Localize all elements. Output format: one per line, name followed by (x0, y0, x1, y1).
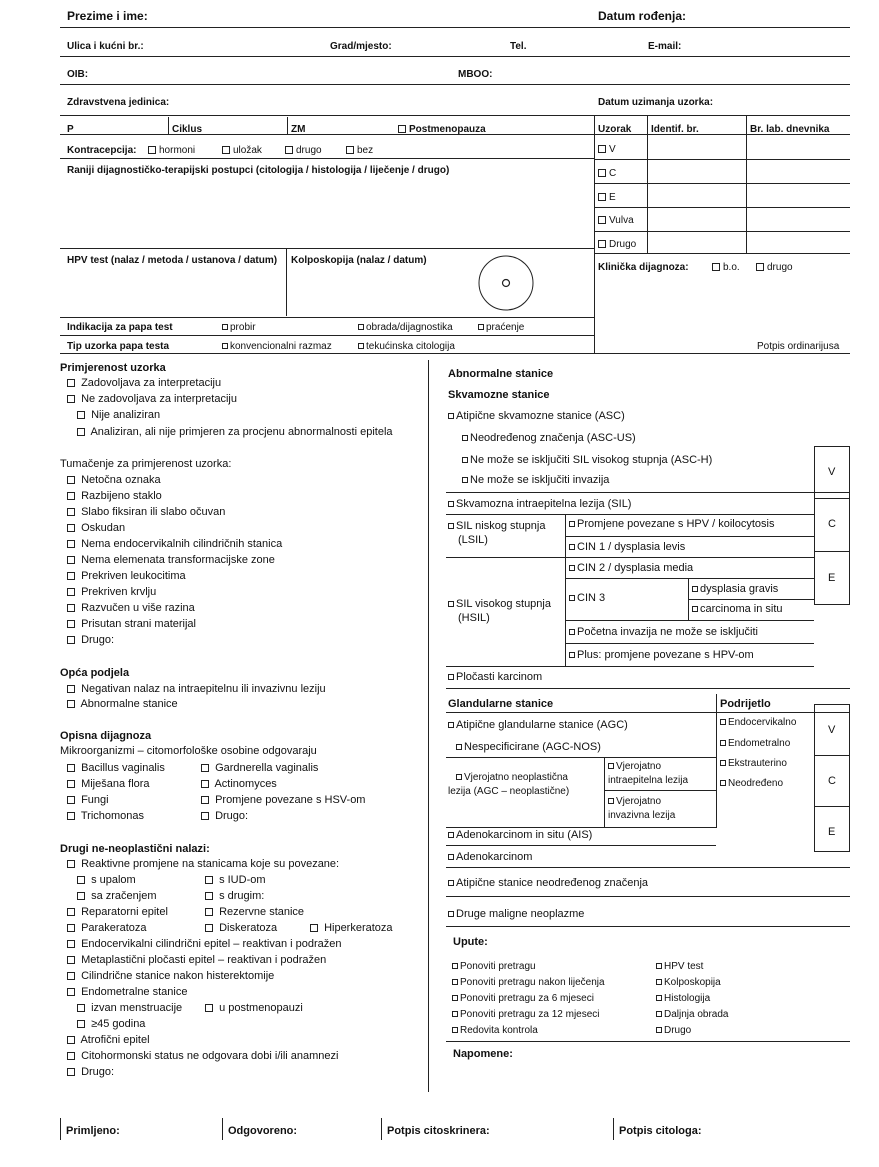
drugi-title: Drugi ne-neoplastični nalazi: (60, 843, 210, 855)
label-potpis-ordinarijusa: Potpis ordinarijusa (757, 341, 840, 352)
tip-konvencionalni[interactable]: konvencionalni razmaz (222, 340, 332, 353)
label-ulica: Ulica i kućni br.: (67, 41, 144, 52)
glandularne-title: Glandularne stanice (448, 698, 554, 710)
iud-option[interactable]: s IUD-om (205, 874, 266, 887)
inv-label: invazivna lezija (608, 810, 676, 821)
vce-glandular-c[interactable]: C (828, 775, 836, 787)
godina-option[interactable]: ≥45 godina (77, 1018, 145, 1031)
vce-glandular-v[interactable]: V (828, 724, 836, 736)
label-email: E-mail: (648, 41, 682, 52)
diskeratoza-option[interactable]: Diskeratoza (205, 922, 277, 935)
hsil-abbr: (HSIL) (458, 612, 490, 624)
label-datum-rodjenja: Datum rođenja: (598, 9, 687, 23)
podr-neodredeno[interactable]: Neodređeno (720, 777, 783, 790)
cin2-option[interactable]: CIN 2 / dysplasia media (569, 562, 693, 575)
parakeratoza-option[interactable]: Parakeratoza (67, 922, 147, 935)
upute-option[interactable]: Daljnja obrada (656, 1008, 729, 1021)
mikro-option[interactable]: Promjene povezane s HSV-om (201, 794, 365, 807)
tumacenje-option[interactable]: Netočna oznaka (67, 474, 161, 487)
reaktivne-option[interactable]: Reaktivne promjene na stanicama koje su povezane: (67, 858, 339, 871)
opca-option[interactable]: Negativan nalaz na intraepitelnu ili invazivnu leziju (67, 683, 326, 696)
sil-option[interactable]: Skvamozna intraepitelna lezija (SIL) (448, 498, 631, 511)
label-datum-uzimanja: Datum uzimanja uzorka: (598, 97, 714, 108)
intra-option[interactable]: Vjerojatno (608, 760, 661, 773)
upute-option[interactable]: Drugo (656, 1024, 691, 1037)
plocasti-option[interactable]: Pločasti karcinom (448, 671, 542, 684)
podr-endocervikalno[interactable]: Endocervikalno (720, 716, 796, 729)
label-hpv-test: HPV test (nalaz / metoda / ustanova / datum) (67, 255, 278, 266)
drugim-option[interactable]: s drugim: (205, 890, 264, 903)
vce-glandular-e[interactable]: E (828, 826, 836, 838)
agc-option[interactable]: Atipične glandularne stanice (AGC) (448, 719, 628, 732)
tumacenje-title: Tumačenje za primjerenost uzorka: (60, 458, 232, 470)
primjerenost-option[interactable]: Ne zadovoljava za interpretaciju (67, 393, 237, 406)
podrijetlo-title: Podrijetlo (720, 698, 771, 710)
label-indikacija: Indikacija za papa test (67, 322, 173, 333)
kontra-bez[interactable]: bez (346, 144, 373, 157)
cin3-option[interactable]: CIN 3 (569, 592, 605, 605)
mikro-title: Mikroorganizmi – citomorfološke osobine odgovaraju (60, 745, 317, 757)
drugo-option[interactable]: Drugo: (67, 1066, 114, 1079)
tip-tekucinska[interactable]: tekućinska citologija (358, 340, 455, 353)
vce-c[interactable]: C (828, 518, 836, 530)
upute-title: Upute: (453, 936, 488, 948)
primjerenost-option[interactable]: Zadovoljava za interpretaciju (67, 377, 221, 390)
mikro-option[interactable]: Trichomonas (67, 810, 144, 823)
label-p: P (67, 124, 74, 135)
asch-option[interactable]: Ne može se isključiti SIL visokog stupnja (ASC-H) (462, 454, 712, 467)
label-potpis-citologa: Potpis citologa: (619, 1125, 702, 1137)
kontra-hormoni[interactable]: hormoni (148, 144, 195, 157)
tumacenje-option[interactable]: Drugo: (67, 634, 114, 647)
tumacenje-option[interactable]: Oskudan (67, 522, 125, 535)
label-uzorak: Uzorak (598, 124, 632, 135)
lsil-option[interactable]: SIL niskog stupnja (448, 520, 545, 533)
mikro-option[interactable]: Miješana flora (67, 778, 150, 791)
tumacenje-option[interactable]: Prisutan strani materijal (67, 618, 196, 631)
upute-option[interactable]: Ponoviti pretragu (452, 960, 536, 973)
uzorak-drugo[interactable]: Drugo (598, 238, 636, 251)
invazija-option[interactable]: Ne može se isključiti invazija (462, 474, 609, 487)
hsil-option[interactable]: SIL visokog stupnja (448, 598, 551, 611)
upute-option[interactable]: Redovita kontrola (452, 1024, 538, 1037)
label-primljeno: Primljeno: (66, 1125, 120, 1137)
podr-endometralno[interactable]: Endometralno (720, 737, 790, 750)
label-mboo: MBOO: (458, 69, 493, 80)
label-kontracepcija: Kontracepcija: (67, 145, 137, 156)
tumacenje-option[interactable]: Prekriven leukocitima (67, 570, 186, 583)
hpv-koil-option[interactable]: Promjene povezane s HPV / koilocytosis (569, 518, 774, 531)
inv-option[interactable]: Vjerojatno (608, 795, 661, 808)
mikro-option[interactable]: Actinomyces (201, 778, 277, 791)
insitu-option[interactable]: carcinoma in situ (692, 603, 783, 616)
uzorak-e[interactable]: E (598, 191, 616, 204)
neoplasticna-option[interactable]: Vjerojatno neoplastična (456, 771, 568, 784)
label-ciklus: Ciklus (172, 124, 203, 135)
opisna-title: Opisna dijagnoza (60, 730, 152, 742)
indikacija-pracenje[interactable]: praćenje (478, 321, 524, 334)
tumacenje-option[interactable]: Slabo fiksiran ili slabo očuvan (67, 506, 225, 519)
atip-neodr-option[interactable]: Atipične stanice neodređenog značenja (448, 877, 648, 890)
upute-option[interactable]: Ponoviti pretragu za 6 mjeseci (452, 992, 594, 1005)
klinicka-bo[interactable]: b.o. (712, 261, 740, 274)
opca-option[interactable]: Abnormalne stanice (67, 698, 178, 711)
label-potpis-citoskrinera: Potpis citoskrinera: (387, 1125, 490, 1137)
indikacija-obrada[interactable]: obrada/dijagnostika (358, 321, 453, 334)
label-klinicka: Klinička dijagnoza: (598, 262, 689, 273)
agcnos-option[interactable]: Nespecificirane (AGC-NOS) (456, 741, 601, 754)
upute-option[interactable]: Kolposkopija (656, 976, 721, 989)
izvan-option[interactable]: izvan menstruacije (77, 1002, 182, 1015)
tumacenje-option[interactable]: Prekriven krvlju (67, 586, 156, 599)
uzorak-c[interactable]: C (598, 167, 616, 180)
mikro-option[interactable]: Drugo: (201, 810, 248, 823)
upalom-option[interactable]: s upalom (77, 874, 136, 887)
ais-option[interactable]: Adenokarcinom in situ (AIS) (448, 829, 592, 842)
cilindricne-option[interactable]: Cilindrične stanice nakon histerektomije (67, 970, 274, 983)
gravis-option[interactable]: dysplasia gravis (692, 583, 778, 596)
kontra-ulozak[interactable]: uložak (222, 144, 262, 157)
upute-option[interactable]: Ponoviti pretragu za 12 mjeseci (452, 1008, 600, 1021)
upute-option[interactable]: Ponoviti pretragu nakon liječenja (452, 976, 605, 989)
zracenjem-option[interactable]: sa zračenjem (77, 890, 156, 903)
klinicka-drugo[interactable]: drugo (756, 261, 793, 274)
metaplasticni-option[interactable]: Metaplastični pločasti epitel – reaktivan i podražen (67, 954, 326, 967)
ascus-option[interactable]: Neodređenog značenja (ASC-US) (462, 432, 636, 445)
reparatorni-option[interactable]: Reparatorni epitel (67, 906, 168, 919)
label-zm: ZM (291, 124, 306, 135)
hiperkeratoza-option[interactable]: Hiperkeratoza (310, 922, 393, 935)
druge-mal-option[interactable]: Druge maligne neoplazme (448, 908, 584, 921)
plus-option[interactable]: Plus: promjene povezane s HPV-om (569, 649, 754, 662)
label-tip-uzorka: Tip uzorka papa testa (67, 341, 170, 352)
adeno-option[interactable]: Adenokarcinom (448, 851, 532, 864)
label-grad: Grad/mjesto: (330, 41, 392, 52)
upute-option[interactable]: HPV test (656, 960, 703, 973)
postmenopauza-option[interactable]: Postmenopauza (398, 123, 486, 136)
uzorak-v[interactable]: V (598, 143, 616, 156)
label-odgovoreno: Odgovoreno: (228, 1125, 298, 1137)
label-identif: Identif. br. (651, 124, 699, 135)
cervix-diagram-icon (476, 253, 536, 313)
atroficni-option[interactable]: Atrofični epitel (67, 1034, 150, 1047)
tumacenje-option[interactable]: Nema endocervikalnih cilindričnih stanica (67, 538, 282, 551)
indikacija-probir[interactable]: probir (222, 321, 256, 334)
abnormalne-title: Abnormalne stanice (448, 368, 554, 380)
primjerenost-sub-option[interactable]: Nije analiziran (77, 409, 160, 422)
upute-option[interactable]: Histologija (656, 992, 710, 1005)
tumacenje-option[interactable]: Razbijeno staklo (67, 490, 162, 503)
mikro-option[interactable]: Bacillus vaginalis (67, 762, 165, 775)
label-oib: OIB: (67, 69, 89, 80)
mikro-option[interactable]: Fungi (67, 794, 109, 807)
rezervne-option[interactable]: Rezervne stanice (205, 906, 304, 919)
opca-title: Opća podjela (60, 667, 130, 679)
vce-v[interactable]: V (828, 466, 836, 478)
label-zdravstvena: Zdravstvena jedinica: (67, 97, 170, 108)
kontra-drugo[interactable]: drugo (285, 144, 322, 157)
podr-ekstrauterino[interactable]: Ekstrauterino (720, 757, 787, 770)
primjerenost-sub-option[interactable]: Analiziran, ali nije primjeren za procjenu abnormalnosti epitela (77, 426, 393, 439)
citohormonski-option[interactable]: Citohormonski status ne odgovara dobi i/ili anamnezi (67, 1050, 338, 1063)
napomene-title: Napomene: (453, 1048, 513, 1060)
intra-label: intraepitelna lezija (608, 775, 689, 786)
endometralne-option[interactable]: Endometralne stanice (67, 986, 187, 999)
postmeno-option[interactable]: u postmenopauzi (205, 1002, 303, 1015)
label-kolposkopija: Kolposkopija (nalaz / datum) (291, 255, 427, 266)
label-brlab: Br. lab. dnevnika (750, 124, 830, 135)
endocervikalni-option[interactable]: Endocervikalni cilindrični epitel – reaktivan i podražen (67, 938, 342, 951)
uzorak-vulva[interactable]: Vulva (598, 214, 634, 227)
mikro-option[interactable]: Gardnerella vaginalis (201, 762, 318, 775)
lsil-abbr: (LSIL) (458, 534, 488, 546)
primjerenost-title: Primjerenost uzorka (60, 362, 166, 374)
cin1-option[interactable]: CIN 1 / dysplasia levis (569, 541, 685, 554)
tumacenje-option[interactable]: Razvučen u više razina (67, 602, 195, 615)
pocetna-option[interactable]: Početna invazija ne može se isključiti (569, 626, 758, 639)
label-prezime: Prezime i ime: (67, 9, 148, 23)
neoplasticna-label: lezija (AGC – neoplastične) (448, 786, 570, 797)
checkbox[interactable] (398, 125, 406, 133)
skvamozne-title: Skvamozne stanice (448, 389, 550, 401)
vce-e[interactable]: E (828, 572, 836, 584)
label-raniji: Raniji dijagnostičko-terapijski postupci (citologija / histologija / liječenje / drugo) (67, 165, 450, 176)
label-tel: Tel. (510, 41, 527, 52)
asc-option[interactable]: Atipične skvamozne stanice (ASC) (448, 410, 625, 423)
tumacenje-option[interactable]: Nema elemenata transformacijske zone (67, 554, 275, 567)
